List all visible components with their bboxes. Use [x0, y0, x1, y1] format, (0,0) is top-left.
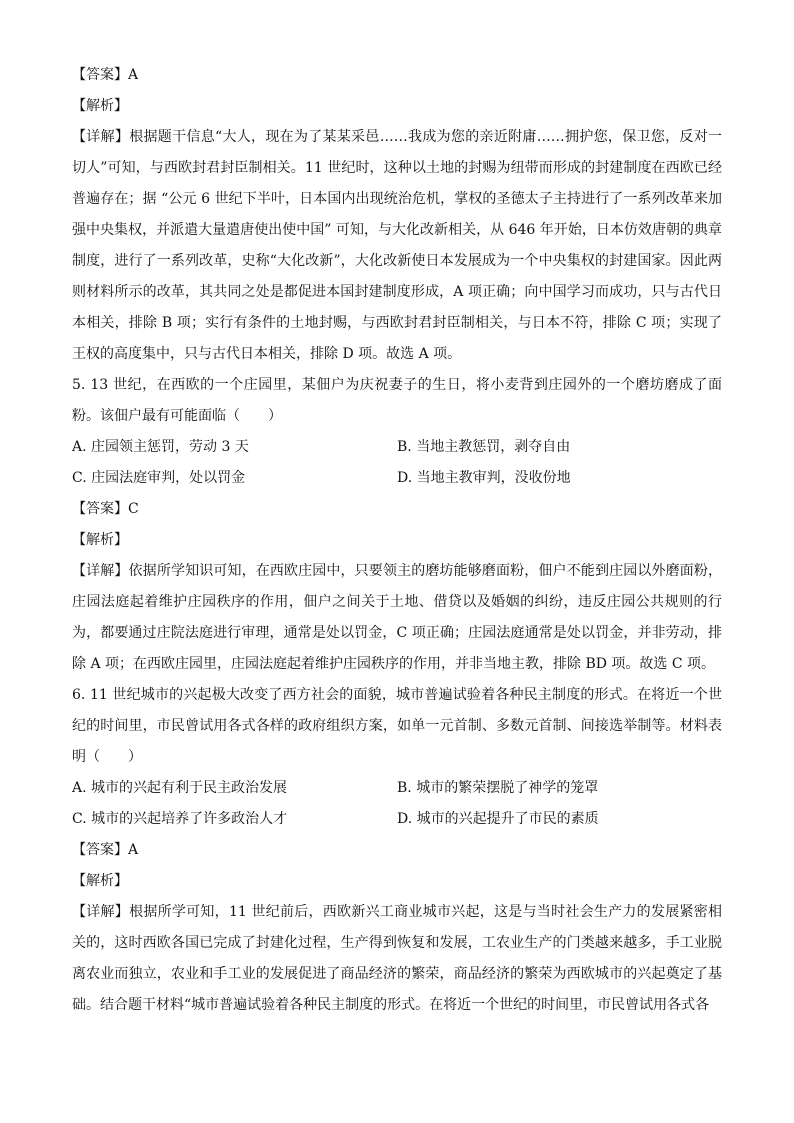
detail-paragraph — [72, 122, 722, 370]
analysis-tag: 【解析】 — [72, 873, 128, 889]
detail-tag: 【详解】 — [72, 563, 129, 579]
analysis-heading — [72, 866, 722, 897]
options-row — [72, 804, 722, 835]
analysis-heading — [72, 525, 722, 556]
answer-value: C — [128, 501, 139, 517]
detail-text: 根据题干信息“大人，现在为了某某采邑……我成为您的亲近附庸……拥护您，保卫您，反对一切人”可知，与西欧封君封臣制相关。11 世纪时，这种以土地的封赐为纽带而形成的封建制度在西欧已经普遍存在；据 “公元 6 世纪下半叶，日本国内出现统治危机，掌权的圣德太子主持进行了一系列改革来加强中央集权，并派遣大量遣唐使出使中国” 可知，与大化改新相关，从 646 年开始，日本仿效唐朝的典章制度，进行了一系列改革，史称“大化改新”，大化改新使日本发展成为一个中央集权的封建国家。因此两则材料所示的改革，其共同之处是都促进本国封建制度形成，A 项正确；向中国学习而成功，只与古代日本相关，排除 B 项；实行有条件的土地封赐，与西欧封君封臣制相关，与日本不符，排除 C 项；实现了王权的高度集中，只与古代日本相关，排除 D 项。故选 A 项。 — [72, 129, 723, 362]
answer-value: A — [128, 842, 139, 858]
option-d: D. 城市的兴起提升了市民的素质 — [397, 811, 599, 827]
question-stem-5: 5. 13 世纪，在西欧的一个庄园里，某佃户为庆祝妻子的生日，将小麦背到庄园外的一个磨坊磨成了面粉。该佃户最有可能面临（ ） — [72, 377, 722, 424]
option-c: C. 庄园法庭审判，处以罚金 — [72, 470, 246, 486]
analysis-tag: 【解析】 — [72, 98, 128, 114]
detail-text: 根据所学可知，11 世纪前后，西欧新兴工商业城市兴起，这是与当时社会生产力的发展紧密相关的，这时西欧各国已完成了封建化过程，生产得到恢复和发展，工农业生产的门类越来越多，手工业脱离农业而独立，农业和手工业的发展促进了商品经济的繁荣，商品经济的繁荣为西欧城市的兴起奠定了基础。结合题干材料“城市普遍试验着各种民主制度的形式。在将近一个世纪的时间里，市民曾试用各式各 — [72, 904, 723, 1013]
document-page — [72, 60, 722, 1021]
options-row — [72, 463, 722, 494]
option-c: C. 城市的兴起培养了许多政治人才 — [72, 811, 288, 827]
options-row — [72, 432, 722, 463]
options-row — [72, 773, 722, 804]
detail-paragraph — [72, 556, 722, 680]
answer-tag: 【答案】 — [72, 67, 128, 83]
detail-paragraph — [72, 897, 722, 1021]
answer-line — [72, 60, 722, 91]
option-a: A. 城市的兴起有利于民主政治发展 — [72, 780, 288, 796]
answer-tag: 【答案】 — [72, 501, 128, 517]
option-a: A. 庄园领主惩罚，劳动 3 天 — [72, 439, 249, 455]
detail-tag: 【详解】 — [72, 129, 130, 145]
question-stem-6: 6. 11 世纪城市的兴起极大改变了西方社会的面貌，城市普遍试验着各种民主制度的形式。在将近一个世纪的时间里，市民曾试用各式各样的政府组织方案，如单一元首制、多数元首制、间接选举制等。材料表明（ ） — [72, 687, 722, 765]
answer-tag: 【答案】 — [72, 842, 128, 858]
analysis-heading — [72, 91, 722, 122]
option-b: B. 城市的繁荣摆脱了神学的笼罩 — [397, 780, 599, 796]
option-d: D. 当地主教审判，没收份地 — [397, 470, 571, 486]
detail-tag: 【详解】 — [72, 904, 130, 920]
option-b: B. 当地主教惩罚，剥夺自由 — [397, 439, 571, 455]
answer-value: A — [128, 67, 139, 83]
detail-text: 依据所学知识可知，在西欧庄园中，只要领主的磨坊能够磨面粉，佃户不能到庄园以外磨面粉，庄园法庭起着维护庄园秩序的作用，佃户之间关于土地、借贷以及婚姻的纠纷，违反庄园公共规则的行为，都要通过庄院法庭进行审理，通常是处以罚金，C 项正确；庄园法庭通常是处以罚金，并非劳动，排除 A 项；在西欧庄园里，庄园法庭起着维护庄园秩序的作用，并非当地主教，排除 BD 项。故选 C 项。 — [72, 563, 723, 672]
analysis-tag: 【解析】 — [72, 532, 128, 548]
answer-line — [72, 835, 722, 866]
answer-line — [72, 494, 722, 525]
